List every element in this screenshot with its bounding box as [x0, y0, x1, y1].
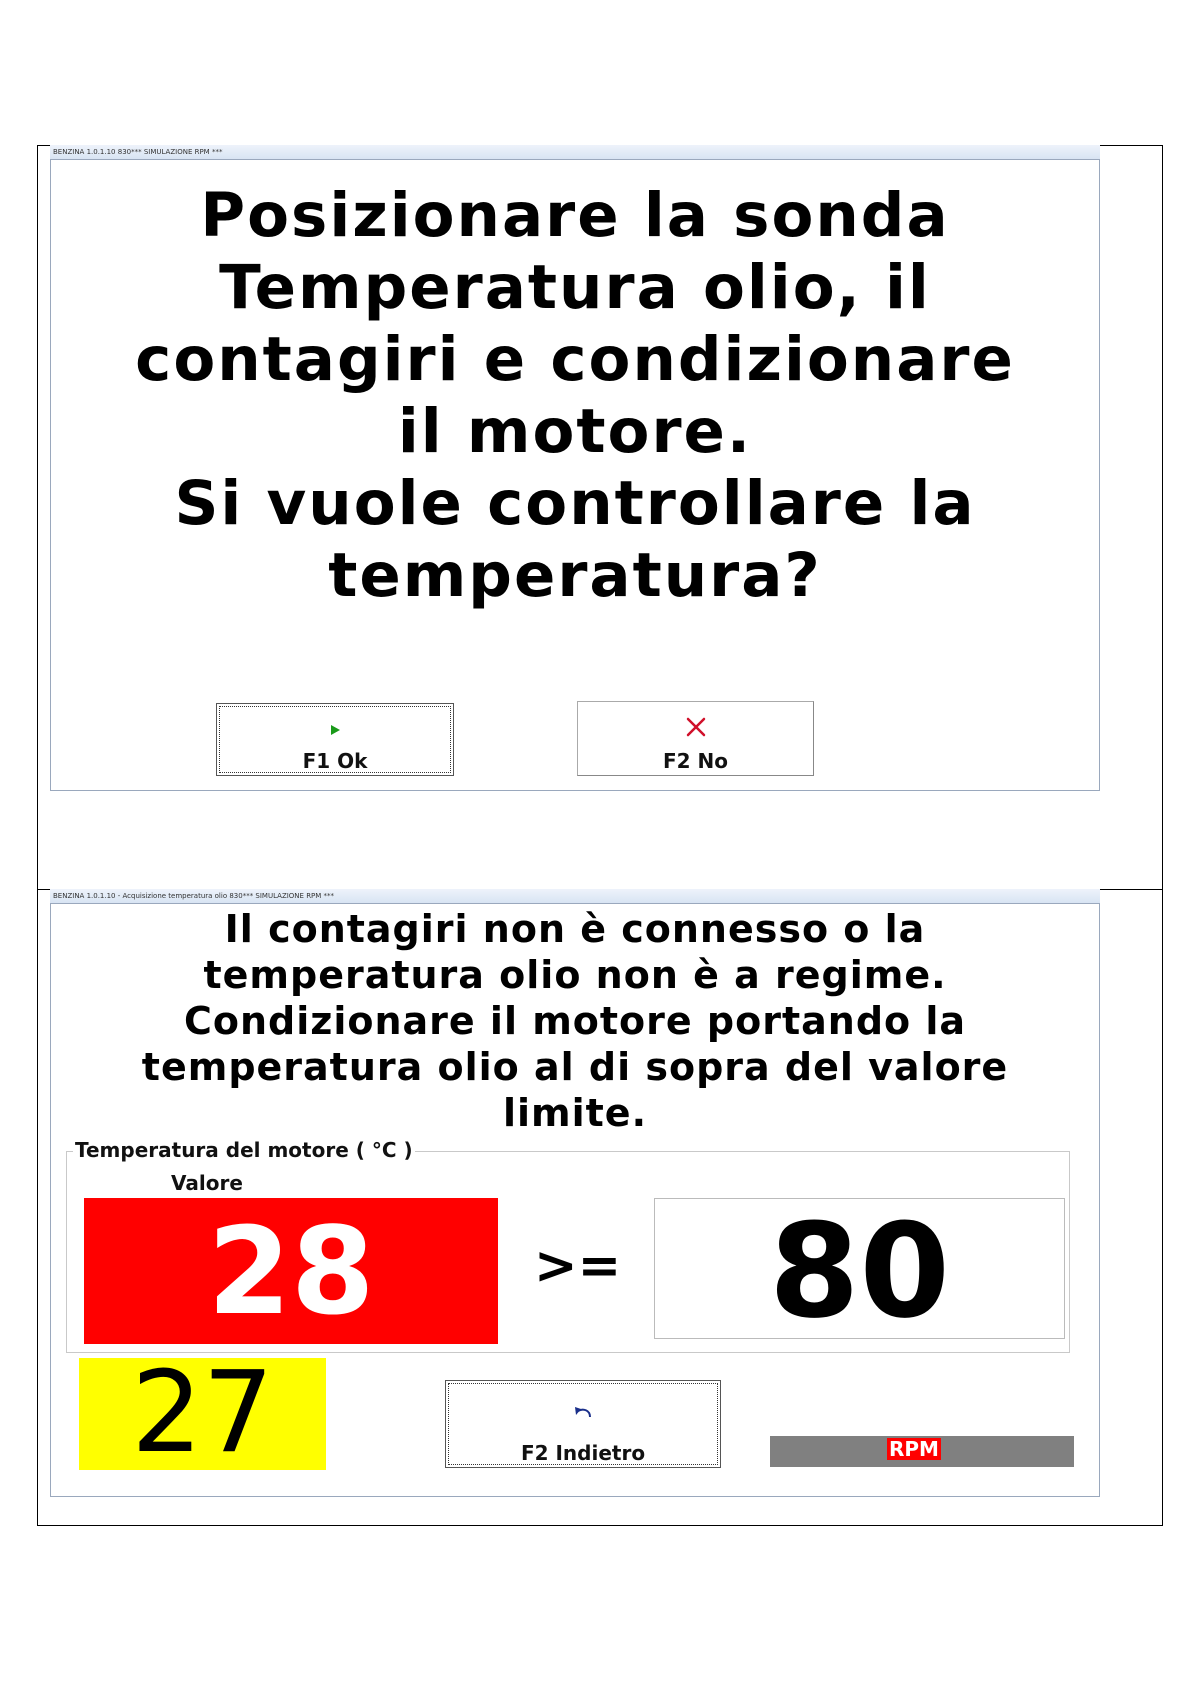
confirm-message: [71, 180, 1079, 612]
message-line: temperatura?: [328, 540, 822, 611]
rpm-value: 27: [79, 1358, 326, 1470]
message-line: contagiri e condizionare: [135, 324, 1015, 395]
message-line: temperatura olio al di sopra del valore: [141, 1045, 1009, 1089]
message-line: Posizionare la sonda: [200, 180, 950, 251]
no-button-label: F2 No: [662, 749, 729, 773]
message-line: Il contagiri non è connesso o la: [224, 907, 926, 951]
ok-button-label: F1 Ok: [302, 749, 368, 773]
no-button[interactable]: [577, 701, 814, 776]
acquisition-panel: [50, 903, 1100, 1497]
message-line: temperatura olio non è a regime.: [203, 953, 947, 997]
window-title: BENZINA 1.0.1.10 - Acquisizione temperatura olio 830*** SIMULAZIONE RPM ***: [50, 889, 1100, 903]
warning-message: [59, 906, 1091, 1136]
back-button-label: F2 Indietro: [520, 1441, 646, 1465]
message-line: Condizionare il motore portando la: [183, 999, 967, 1043]
rpm-label: RPM: [889, 1437, 939, 1461]
play-icon: [217, 718, 453, 742]
message-line: Temperatura olio, il: [219, 252, 931, 323]
value-label: Valore: [171, 1171, 243, 1195]
threshold-value: 80: [654, 1198, 1065, 1339]
undo-icon: [446, 1401, 720, 1425]
ok-button[interactable]: [216, 703, 454, 776]
back-button[interactable]: [445, 1380, 721, 1468]
comparison-operator: >=: [534, 1236, 622, 1296]
message-line: il motore.: [397, 396, 753, 467]
message-line: Si vuole controllare la: [174, 468, 976, 539]
confirm-window: [50, 145, 1100, 791]
temperature-group-label: Temperatura del motore ( °C ): [75, 1138, 413, 1162]
window-title: BENZINA 1.0.1.10 830*** SIMULAZIONE RPM ***: [50, 145, 1100, 159]
acquisition-window: [50, 889, 1100, 1497]
confirm-panel: [50, 159, 1100, 791]
close-icon: [578, 716, 813, 743]
message-line: limite.: [502, 1091, 648, 1135]
current-temperature-value: 28: [84, 1198, 498, 1344]
